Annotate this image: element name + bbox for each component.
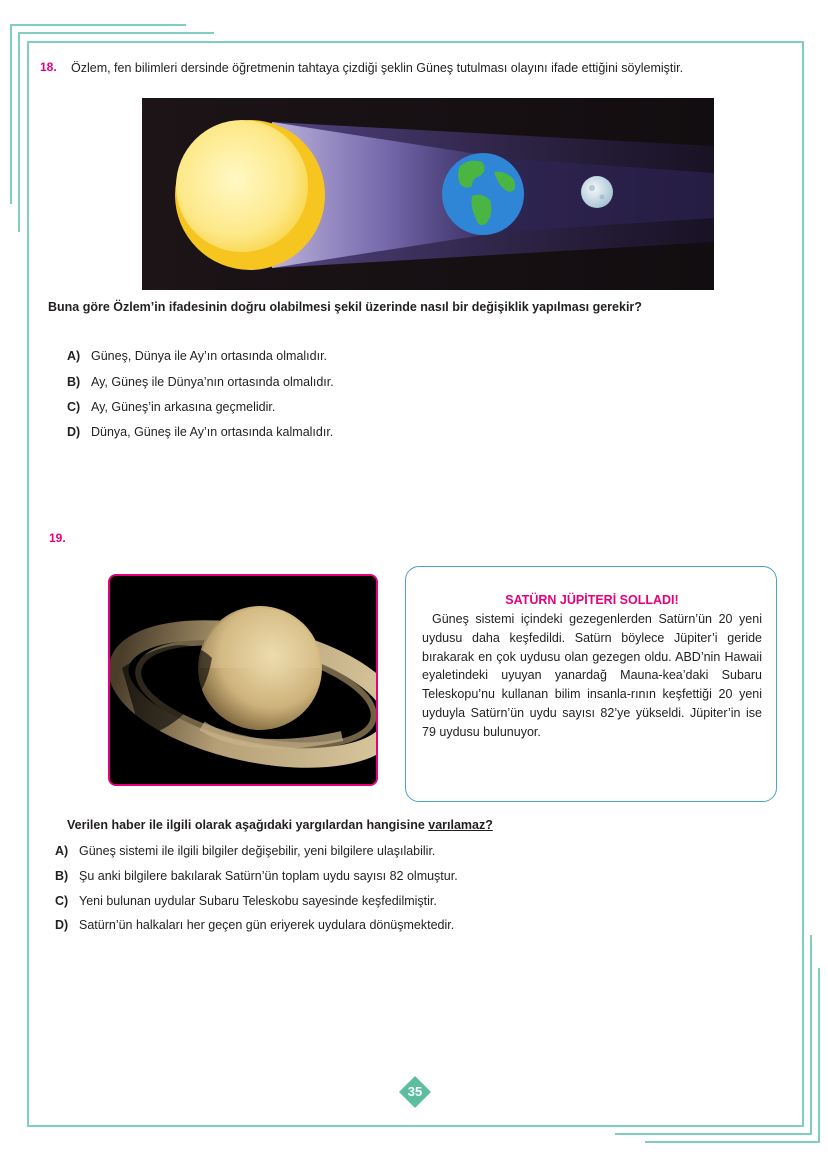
frame-line: [802, 41, 804, 1127]
frame-line: [27, 41, 29, 1127]
option-letter: A): [67, 349, 81, 363]
option-letter: A): [55, 844, 69, 858]
question-18-text: Özlem, fen bilimleri dersinde öğretmenin tahtaya çizdiği şeklin Güneş tutulması olayını ifade ettiğini söylemiştir.: [71, 61, 684, 75]
option-letter: D): [55, 918, 69, 932]
option-text: Dünya, Güneş ile Ay’ın ortasında kalmalıdır.: [91, 425, 334, 439]
option-text: Şu anki bilgilere bakılarak Satürn’ün toplam uydu sayısı 82 olmuştur.: [79, 869, 458, 883]
option-letter: C): [55, 894, 69, 908]
page-number: 35: [407, 1084, 423, 1099]
news-body: Güneş sistemi içindeki gezegenlerden Satürn’ün 20 yeni uydusu daha keşfedildi. Satürn böylece Jüpiter’i geride bırakarak en çok uydusu olan gezegen oldu. ABD’nin Hawaii eyaletindeki uyuyan yanardağ Mauna-kea’daki Subaru Teleskopu’nu kullanan bilim insanla-rının keşfettiği 20 yeni uyduyla Satürn’ün uydu sayısı 82’ye yükseldi. Jüpiter’in ise 79 uydusu bulunuyor.: [422, 612, 762, 739]
frame-line: [818, 968, 820, 1143]
frame-line: [645, 1141, 820, 1143]
news-title: SATÜRN JÜPİTERİ SOLLADI!: [505, 593, 679, 607]
frame-line: [18, 32, 20, 232]
option-letter: B): [67, 375, 81, 389]
solar-eclipse-diagram: [142, 98, 714, 290]
question-19-prompt-text: Verilen haber ile ilgili olarak aşağıdaki yargılardan hangisine: [67, 818, 429, 832]
option-a[interactable]: [55, 844, 435, 858]
option-text: Yeni bulunan uydular Subaru Teleskobu sayesinde keşfedilmiştir.: [79, 894, 437, 908]
option-text: Satürn’ün halkaları her geçen gün eriyerek uydulara dönüşmektedir.: [79, 918, 455, 932]
option-text: Güneş, Dünya ile Ay’ın ortasında olmalıdır.: [91, 349, 328, 363]
option-text: Ay, Güneş’in arkasına geçmelidir.: [91, 400, 276, 414]
frame-line: [27, 1125, 804, 1127]
option-c[interactable]: [55, 894, 437, 908]
frame-line: [810, 935, 812, 1135]
news-box: [405, 566, 777, 802]
question-19-prompt: [67, 818, 493, 832]
option-letter: B): [55, 869, 69, 883]
option-text: Ay, Güneş ile Dünya’nın ortasında olmalıdır.: [91, 375, 334, 389]
question-18-number: 18.: [40, 60, 57, 74]
option-d[interactable]: [67, 425, 333, 439]
frame-line: [18, 32, 214, 34]
question-19-number: 19.: [49, 531, 66, 545]
question-19-emphasis: varılamaz?: [428, 818, 493, 832]
option-letter: D): [67, 425, 81, 439]
frame-line: [615, 1133, 812, 1135]
option-b[interactable]: [55, 869, 458, 883]
question-18-prompt: Buna göre Özlem’in ifadesinin doğru olabilmesi şekil üzerinde nasıl bir değişiklik yapılması gerekir?: [48, 300, 642, 314]
frame-line: [10, 24, 186, 26]
option-letter: C): [67, 400, 81, 414]
frame-line: [10, 24, 12, 204]
option-d[interactable]: [55, 918, 454, 932]
saturn-image: [108, 574, 378, 786]
option-b[interactable]: [67, 375, 334, 389]
option-text: Güneş sistemi ile ilgili bilgiler değişebilir, yeni bilgilere ulaşılabilir.: [79, 844, 436, 858]
option-c[interactable]: [67, 400, 275, 414]
option-a[interactable]: [67, 349, 327, 363]
frame-line: [27, 41, 804, 43]
